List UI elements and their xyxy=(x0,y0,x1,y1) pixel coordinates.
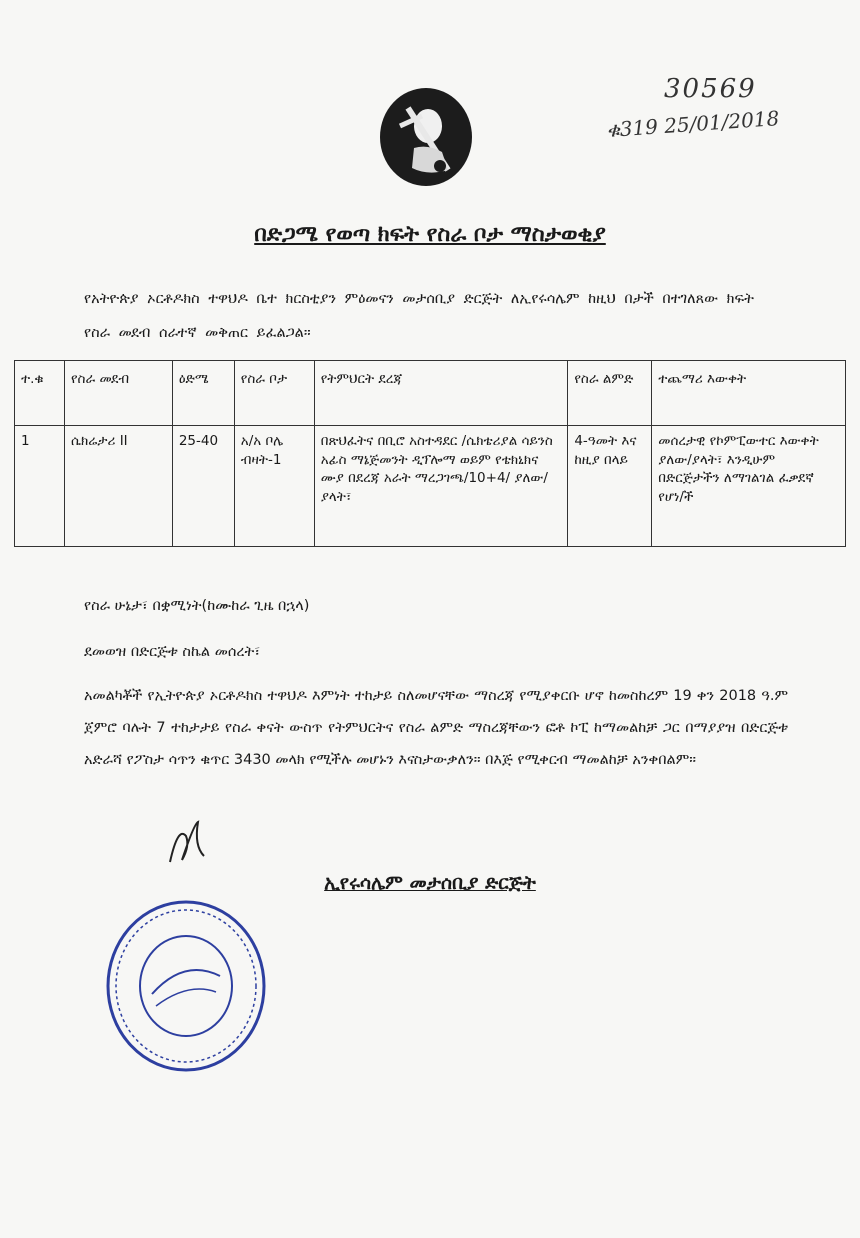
job-table xyxy=(14,360,846,547)
header-location: የስራ ቦታ xyxy=(234,361,314,426)
cell-education: በጽህፈትና በቢሮ አስተዳደር /ሴክቴሪያል ሳይንስ አፊስ ማኔጅመንት ዲፕሎማ ወይም የቴክኒክና ሙያ በደረጃ አራት ማረጋገጫ/10+4/ ያለው/ያላት፣ xyxy=(314,426,568,547)
header-extra-knowledge: ተጨማሪ እውቀት xyxy=(652,361,846,426)
handwritten-reference: ቁ319 25/01/2018 xyxy=(605,105,781,143)
announcement-title: በድጋሜ የወጣ ክፍት የስራ ቦታ ማስታወቂያ xyxy=(254,222,606,247)
cell-age: 25-40 xyxy=(172,426,234,547)
organization-logo-emblem xyxy=(378,86,474,188)
table-header-row xyxy=(15,361,846,426)
initials-scribble xyxy=(164,816,210,868)
cell-no: 1 xyxy=(15,426,65,547)
table-row xyxy=(15,426,846,547)
cell-extra-knowledge: መሰረታዊ የኮምፒውተር እውቀት ያለው/ያላት፣ እንዲሁም በድርጅታችን ለማገልገል ፈቃደኛ የሆነ/ች xyxy=(652,426,846,547)
header-experience: የስራ ልምድ xyxy=(568,361,652,426)
header-no: ተ.ቁ xyxy=(15,361,65,426)
application-instructions: አመልካቾች የኢትዮጵያ ኦርቶዶክስ ተዋህዶ እምነት ተከታይ ስለመሆናቸው ማስረጃ የሚያቀርቡ ሆኖ ከመስከረም 19 ቀን 2018 ዓ.ም ጀምሮ ባሉት 7 ተከታታይ የስራ ቀናት ውስጥ የትምህርትና የስራ ልምድ ማስረጃቸውን ፎቶ ኮፒ ከማመልከቻ ጋር በማያያዝ በድርጅቱ አድራሻ የፖስታ ሳጥን ቁጥር 3430 መላክ የሚችሉ መሆኑን እናስታውቃለን። በእጅ የሚቀርብ ማመልከቻ አንቀበልም። xyxy=(84,688,788,768)
header-age: ዕድሜ xyxy=(172,361,234,426)
header-education: የትምህርት ደረጃ xyxy=(314,361,568,426)
header-position: የስራ መደብ xyxy=(64,361,172,426)
handwritten-number: 30569 xyxy=(664,74,757,104)
work-status-line: የስራ ሁኔታ፣ በቋሚነት(ከሙከራ ጊዜ በኋላ) xyxy=(84,598,310,614)
cell-position: ሴክሬታሪ II xyxy=(64,426,172,547)
cell-location: አ/አ ቦሌ ብዛት-1 xyxy=(234,426,314,547)
official-stamp xyxy=(104,898,268,1074)
organization-signature: ኢየሩሳሌም መታሰቢያ ድርጅት xyxy=(324,872,536,894)
intro-text: የአትዮጵያ ኦርቶዶክስ ተዋህዶ ቤተ ክርስቲያን ምዕመናን መታሰቢያ ድርጅት ለኢየሩሳሌም ከዚህ በታች በተገለጸው ክፍት የስራ መደብ ሰራተኛ መቅጠር ይፈልጋል። xyxy=(84,291,754,341)
cell-experience: 4-ዓመት እና ከዚያ በላይ xyxy=(568,426,652,547)
salary-line: ደመወዝ በድርጅቱ ስኬል መሰረት፣ xyxy=(84,644,261,660)
